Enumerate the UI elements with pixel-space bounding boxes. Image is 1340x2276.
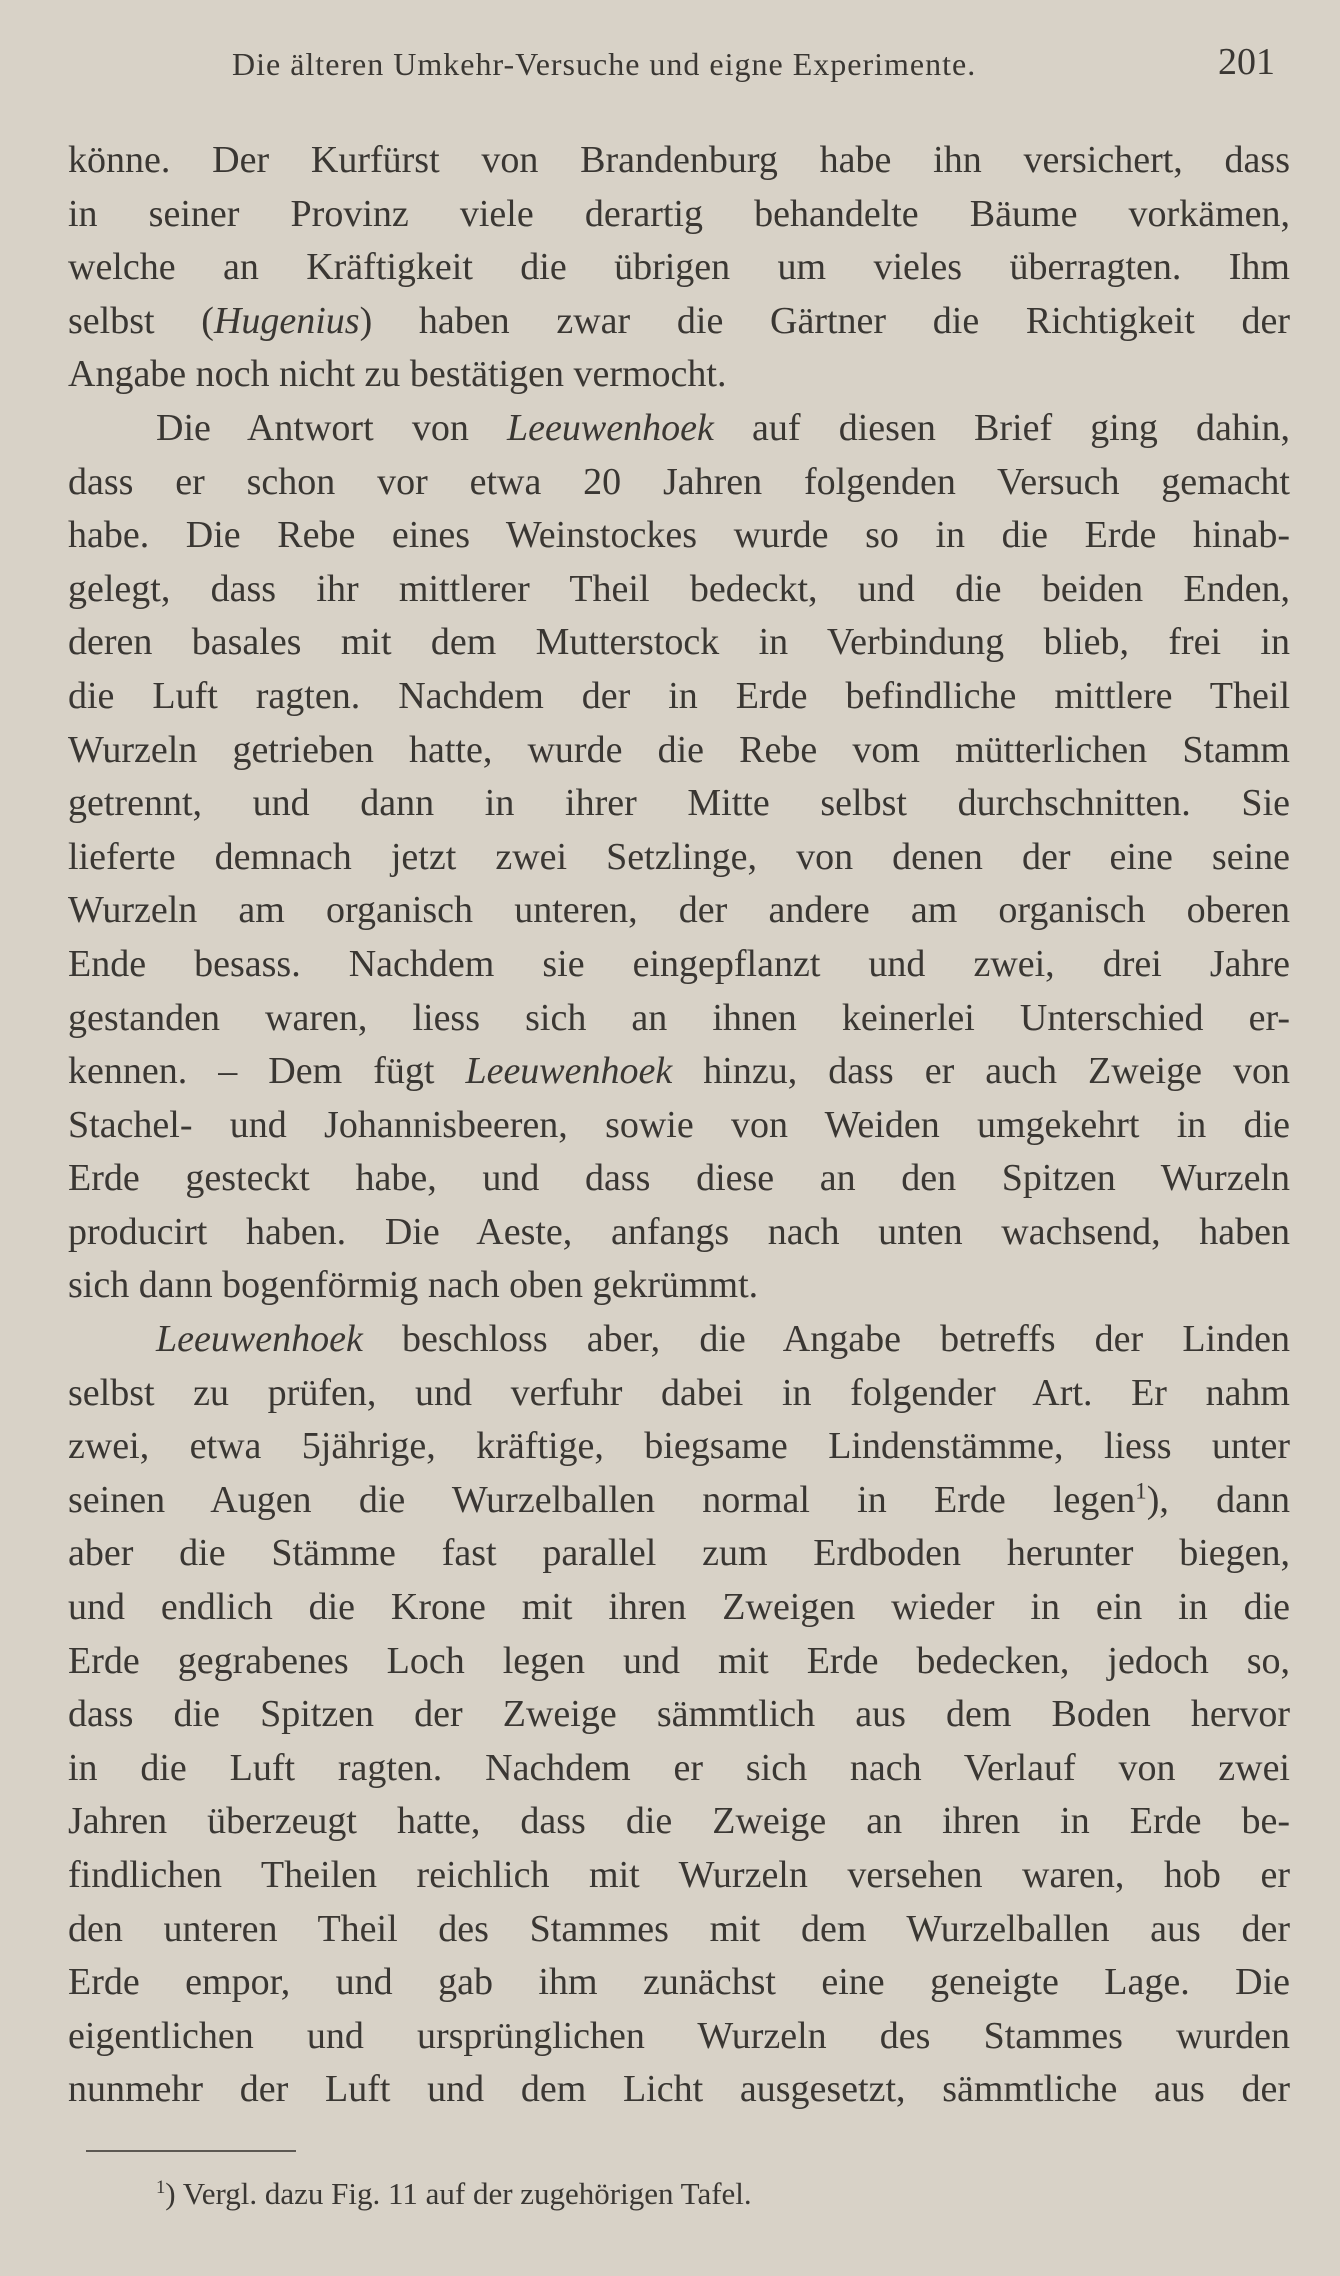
text-run: Stachel- und Johannisbeeren, sowie von Weiden umgekehrt in die [68, 1103, 1290, 1146]
text-run: Wurzeln am organisch unteren, der andere am organisch oberen [68, 889, 1290, 932]
text-line [68, 1152, 1290, 1206]
running-title: Die älteren Umkehr-Versuche und eigne Experimente. [232, 46, 977, 82]
text-run: Wurzeln getrieben hatte, wurde die Rebe vom mütterlichen Stamm [68, 728, 1290, 771]
text-line [68, 1313, 1290, 1367]
text-line [68, 1420, 1290, 1474]
text-line [68, 1045, 1290, 1099]
italic-name: Hugenius [213, 299, 360, 342]
text-run: Angabe noch nicht zu bestätigen vermocht. [68, 353, 727, 396]
text-line [68, 348, 1290, 402]
text-line [68, 1527, 1290, 1581]
text-line [68, 670, 1290, 724]
text-run: Erde gesteckt habe, und dass diese an den Spitzen Wurzeln [68, 1157, 1290, 1200]
text-line [68, 1849, 1290, 1903]
text-line [68, 1795, 1290, 1849]
text-line [68, 1474, 1290, 1528]
text-line [68, 1903, 1290, 1957]
page-number: 201 [1218, 41, 1275, 83]
text-run: eigentlichen und ursprünglichen Wurzeln des Stammes wurden [68, 2014, 1290, 2057]
footnote [156, 2176, 752, 2212]
text-run: Die Antwort von [156, 406, 508, 449]
footnote-text: ) Vergl. dazu Fig. 11 auf der zugehörigen Tafel. [165, 2176, 752, 2211]
text-run: Erde empor, und gab ihm zunächst eine geneigte Lage. Die [68, 1961, 1290, 2004]
text-run: dass die Spitzen der Zweige sämmtlich aus dem Boden hervor [68, 1693, 1290, 1736]
text-run: lieferte demnach jetzt zwei Setzlinge, von denen der eine seine [68, 835, 1290, 878]
text-run: die Luft ragten. Nachdem der in Erde befindliche mittlere Theil [68, 674, 1290, 717]
text-line [68, 1259, 1290, 1313]
text-line [68, 992, 1290, 1046]
italic-name: Leeuwenhoek [156, 1318, 363, 1361]
text-run: in die Luft ragten. Nachdem er sich nach Verlauf von zwei [68, 1746, 1290, 1789]
text-line [68, 241, 1290, 295]
text-run: gelegt, dass ihr mittlerer Theil bedeckt, und die beiden Enden, [68, 567, 1290, 610]
page-header [0, 40, 1340, 100]
text-line [68, 1742, 1290, 1796]
text-run: selbst zu prüfen, und verfuhr dabei in folgender Art. Er nahm [68, 1371, 1290, 1414]
text-run: könne. Der Kurfürst von Brandenburg habe ihn versichert, dass [68, 139, 1290, 181]
text-run: hinzu, dass er auch Zweige von [672, 1050, 1290, 1093]
italic-name: Leeuwenhoek [465, 1050, 673, 1093]
body-text [68, 134, 1290, 2117]
text-line [68, 1581, 1290, 1635]
text-run: dass er schon vor etwa 20 Jahren folgenden Versuch gemacht [68, 460, 1290, 503]
text-run: den unteren Theil des Stammes mit dem Wurzelballen aus der [68, 1907, 1290, 1950]
text-run: zwei, etwa 5jährige, kräftige, biegsame Lindenstämme, liess unter [68, 1425, 1290, 1468]
text-run: welche an Kräftigkeit die übrigen um vieles überragten. Ihm [68, 246, 1290, 289]
text-run: selbst ( [68, 299, 214, 342]
text-line [68, 2063, 1290, 2117]
footnote-marker: 1 [156, 2176, 166, 2198]
text-run: und endlich die Krone mit ihren Zweigen wieder in ein in die [68, 1586, 1290, 1629]
text-line [68, 509, 1290, 563]
text-line [68, 188, 1290, 242]
text-run: ) haben zwar die Gärtner die Richtigkeit der [359, 299, 1290, 342]
text-line [68, 1099, 1290, 1153]
text-line [68, 2010, 1290, 2064]
text-run: gestanden waren, liess sich an ihnen keinerlei Unterschied er- [68, 996, 1290, 1039]
text-line [68, 134, 1290, 188]
text-run: in seiner Provinz viele derartig behandelte Bäume vorkämen, [68, 192, 1290, 235]
text-run: producirt haben. Die Aeste, anfangs nach unten wachsend, haben [68, 1210, 1290, 1253]
text-line [68, 777, 1290, 831]
text-run: auf diesen Brief ging dahin, [713, 406, 1290, 449]
text-line [68, 724, 1290, 778]
text-line [68, 616, 1290, 670]
footnote-ref: 1 [1135, 1478, 1147, 1504]
italic-name: Leeuwenhoek [507, 406, 714, 449]
text-run: nunmehr der Luft und dem Licht ausgesetzt, sämmtliche aus der [68, 2068, 1290, 2111]
text-line [68, 402, 1290, 456]
text-run: findlichen Theilen reichlich mit Wurzeln versehen waren, hob er [68, 1854, 1290, 1896]
text-line [68, 1688, 1290, 1742]
text-run: aber die Stämme fast parallel zum Erdboden herunter biegen, [68, 1532, 1290, 1575]
text-line [68, 295, 1290, 349]
text-line [68, 563, 1290, 617]
text-run: sich dann bogenförmig nach oben gekrümmt. [68, 1264, 759, 1307]
text-run: deren basales mit dem Mutterstock in Verbindung blieb, frei in [68, 621, 1290, 664]
text-line [68, 1956, 1290, 2010]
text-line [68, 1635, 1290, 1689]
text-run: ), dann [1146, 1478, 1290, 1521]
text-line [68, 1367, 1290, 1421]
text-line [68, 884, 1290, 938]
text-run: Jahren überzeugt hatte, dass die Zweige an ihren in Erde be- [68, 1800, 1290, 1843]
text-run: Ende besass. Nachdem sie eingepflanzt und zwei, drei Jahre [68, 942, 1290, 985]
text-line [68, 1206, 1290, 1260]
text-run: Erde gegrabenes Loch legen und mit Erde bedecken, jedoch so, [68, 1639, 1290, 1682]
text-line [68, 831, 1290, 885]
text-run: beschloss aber, die Angabe betreffs der Linden [362, 1318, 1290, 1361]
text-run: kennen. – Dem fügt [68, 1050, 466, 1093]
text-run: seinen Augen die Wurzelballen normal in Erde legen [68, 1478, 1136, 1521]
text-line [68, 456, 1290, 510]
text-run: getrennt, und dann in ihrer Mitte selbst durchschnitten. Sie [68, 782, 1290, 825]
text-line [68, 938, 1290, 992]
footnote-separator [86, 2150, 296, 2152]
text-run: habe. Die Rebe eines Weinstockes wurde so in die Erde hinab- [68, 514, 1290, 557]
